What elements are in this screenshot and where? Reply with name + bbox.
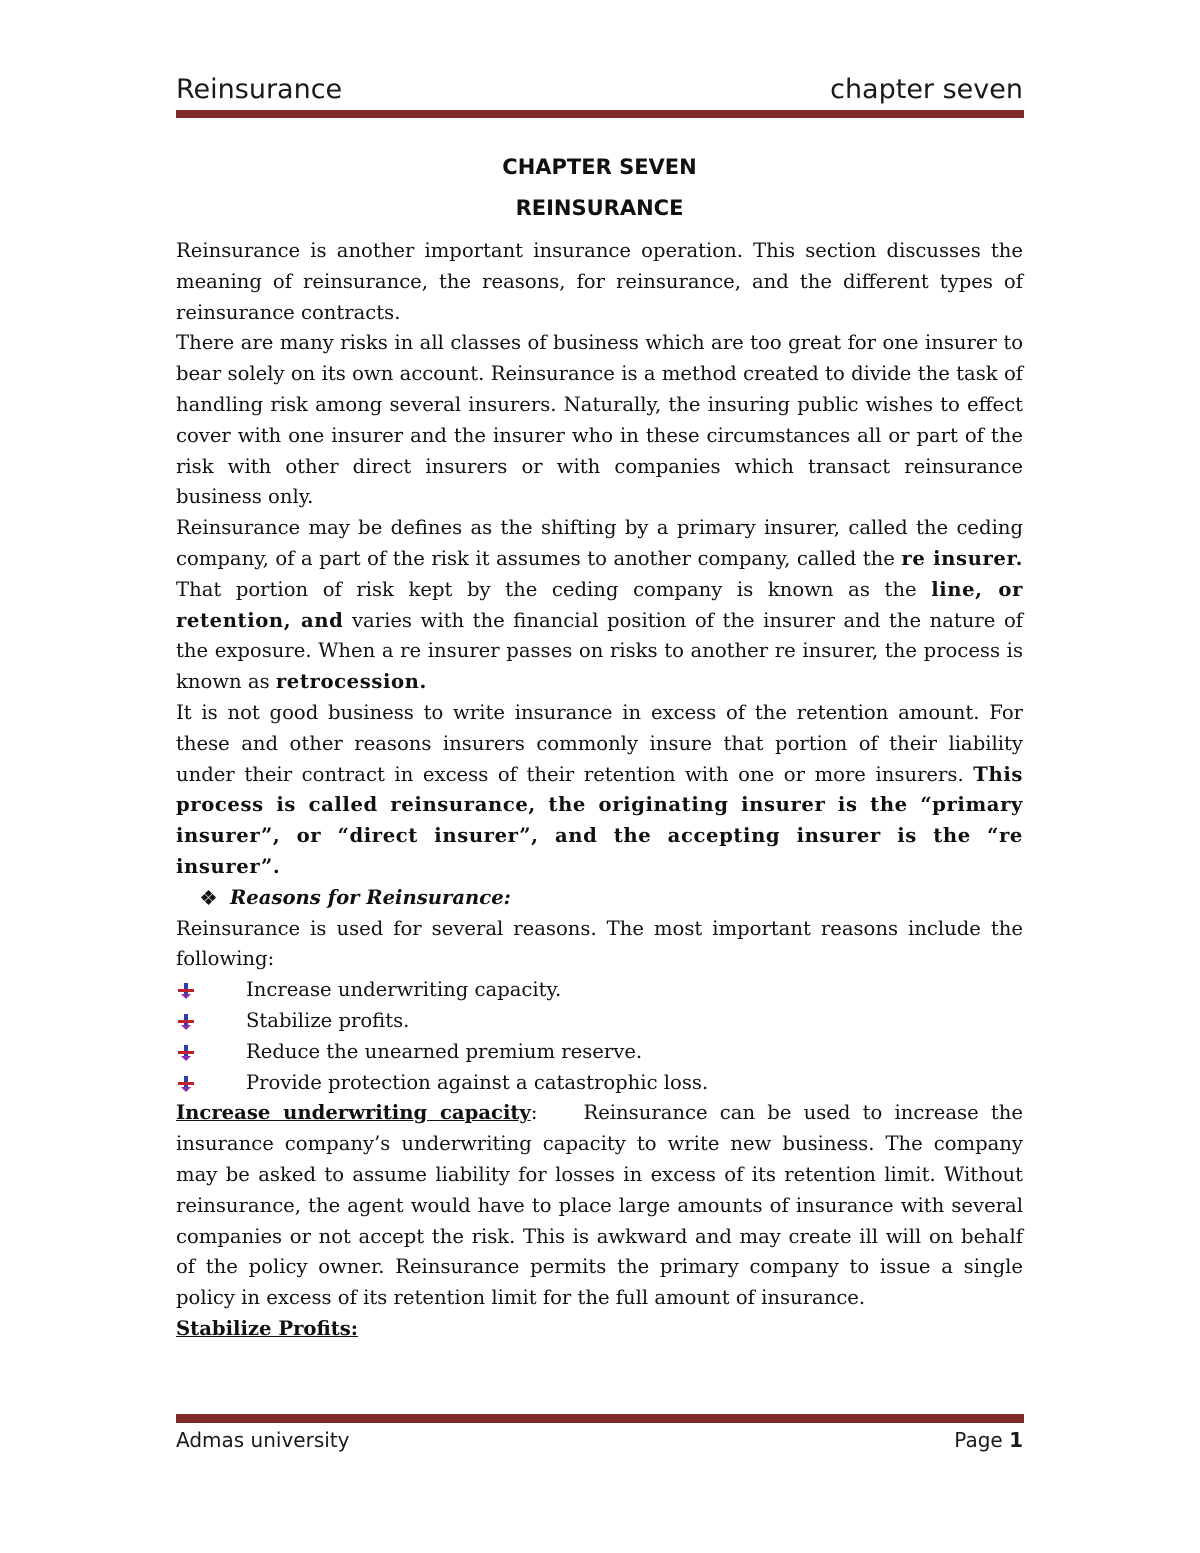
definition-text-2: That portion of risk kept by the ceding company is known as the [176, 577, 932, 601]
page-header [176, 74, 1023, 110]
capacity-heading: Increase underwriting capacity [176, 1101, 531, 1125]
footer-page [954, 1428, 1023, 1452]
list-item-text: Provide protection against a catastrophic loss. [246, 1070, 709, 1094]
paragraph-intro: Reinsurance is another important insurance operation. This section discusses the meaning of reinsurance, the reasons, for reinsurance, and the different types of reinsurance contracts. [176, 239, 1023, 324]
header-title: Reinsurance [176, 74, 343, 105]
footer-university: Admas university [176, 1428, 350, 1452]
diamond-bullet-icon [202, 891, 216, 905]
arrow-bullet-icon [178, 983, 194, 999]
capacity-colon: : [530, 1101, 538, 1125]
definition-text-1: Reinsurance may be defines as the shifting by a primary insurer, called the ceding company, of a part of the risk it assumes to another company, called the [176, 516, 1023, 570]
term-retrocession: retrocession. [275, 670, 427, 694]
paragraph-definition [176, 513, 1023, 698]
document-body [176, 236, 1023, 1345]
list-item-text: Reduce the unearned premium reserve. [246, 1039, 643, 1063]
arrow-bullet-icon [178, 1045, 194, 1061]
capacity-text: Reinsurance can be used to increase the insurance company’s underwriting capacity to write new business. The company may be asked to assume liability for losses in excess of its retention limit. Without reinsurance, the agent would have to place large amounts of insurance with several companies or not accept the risk. This is awkward and may create ill will on behalf of the policy owner. Reinsurance permits the primary company to issue a single policy in excess of its retention limit for the full amount of insurance. [176, 1101, 1023, 1310]
page-number: 1 [1009, 1428, 1023, 1452]
paragraph-risks: There are many risks in all classes of business which are too great for one insurer to bear solely on its own account. Reinsurance is a method created to divide the task of handling risk among several insurers. Naturally, the insuring public wishes to effect cover with one insurer and the insurer who in these circumstances all or part of the risk with other direct insurers or with companies which transact reinsurance business only. [176, 331, 1023, 509]
term-re-insurer: re insurer. [901, 546, 1023, 570]
list-item [176, 1037, 1023, 1068]
section-title: REINSURANCE [515, 196, 684, 220]
list-item-text: Stabilize profits. [246, 1008, 410, 1032]
excess-bold-statement: This process is called reinsurance, the originating insurer is the “primary insurer”, or “direct insurer”, and the accepting insurer is the “re insurer”. [176, 762, 1023, 878]
reasons-intro: Reinsurance is used for several reasons. The most important reasons include the following: [176, 916, 1023, 971]
page-label: Page [954, 1428, 1003, 1452]
list-item [176, 1006, 1023, 1037]
term-line-retention: line, or retention, and [176, 577, 1023, 632]
reasons-heading [176, 883, 1023, 914]
stabilize-heading-text: Stabilize Profits: [176, 1316, 359, 1340]
reasons-heading-text: Reasons for Reinsurance: [230, 885, 511, 909]
page-footer [176, 1428, 1023, 1458]
header-rule [176, 110, 1024, 118]
header-chapter: chapter seven [830, 74, 1023, 105]
stabilize-heading [176, 1314, 1023, 1345]
list-item-text: Increase underwriting capacity. [246, 978, 562, 1002]
arrow-bullet-icon [178, 1076, 194, 1092]
footer-rule [176, 1414, 1024, 1423]
paragraph-excess [176, 698, 1023, 883]
excess-text: It is not good business to write insurance in excess of the retention amount. For these and other reasons insurers commonly insure that portion of their liability under their contract in excess of their retention with one or more insurers. [176, 700, 1023, 786]
list-item [176, 975, 1023, 1006]
definition-text-3: varies with the financial position of the insurer and the nature of the exposure. When a re insurer passes on risks to another re insurer, the process is known as [176, 608, 1023, 694]
paragraph-capacity [176, 1098, 1023, 1314]
arrow-bullet-icon [178, 1014, 194, 1030]
list-item [176, 1068, 1023, 1099]
chapter-title: CHAPTER SEVEN [502, 155, 697, 179]
